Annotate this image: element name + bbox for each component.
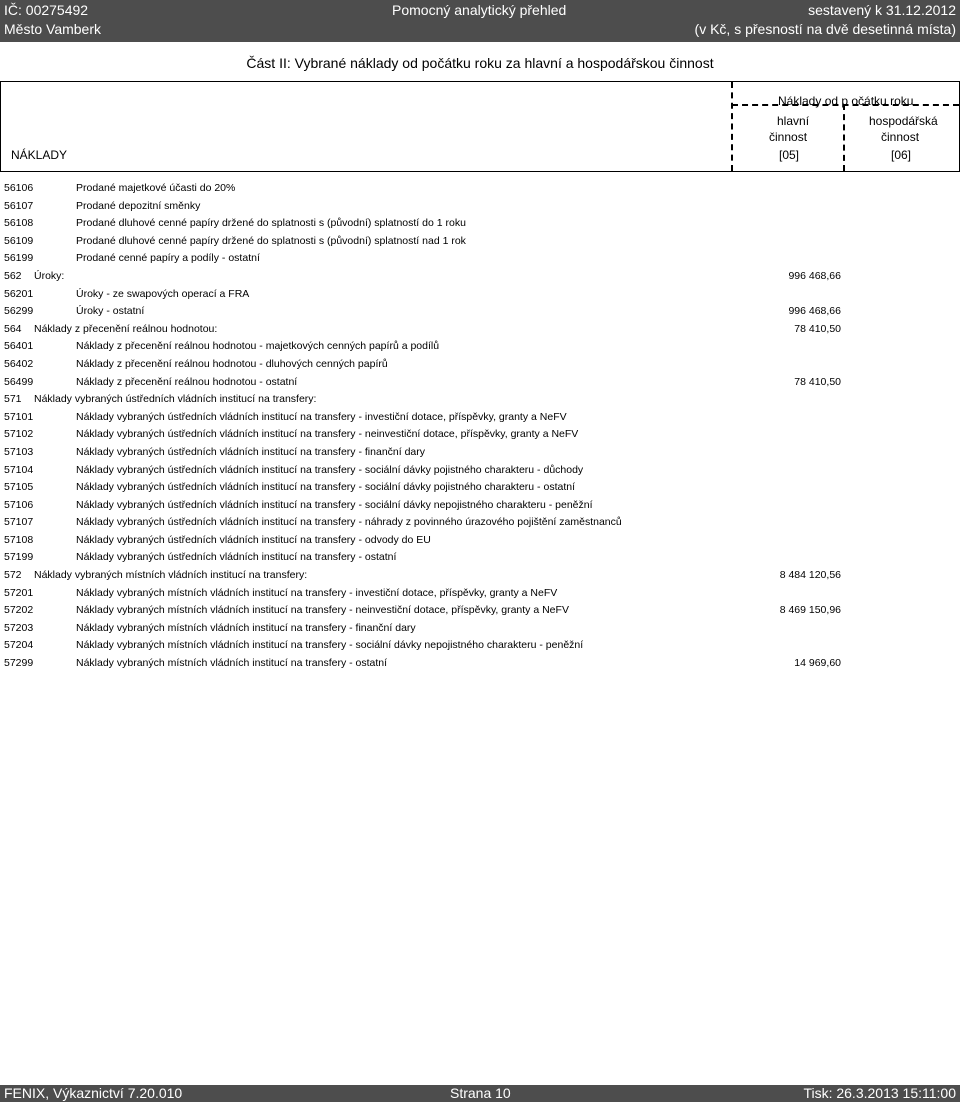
row-code: 57102 — [4, 428, 34, 441]
row-code: 57203 — [4, 621, 34, 634]
report-name: Pomocný analytický přehled — [392, 2, 567, 18]
row-name: Náklady vybraných ústředních vládních institucí na transfery - ostatní — [76, 551, 397, 564]
table-row — [0, 198, 960, 216]
table-row — [0, 532, 960, 550]
row-value-hlavni: 78 410,50 — [794, 322, 841, 335]
table-row — [0, 286, 960, 304]
column-2-line1: hospodářská — [869, 114, 938, 128]
row-code: 57103 — [4, 445, 34, 458]
row-code: 57204 — [4, 639, 34, 652]
column-2-line2: činnost — [881, 130, 920, 144]
organization-name: Město Vamberk — [4, 21, 101, 37]
table-row — [0, 303, 960, 321]
row-name: Náklady vybraných ústředních vládních institucí na transfery - finanční dary — [76, 445, 426, 458]
table-row — [0, 479, 960, 497]
row-name: Prodané majetkové účasti do 20% — [76, 182, 236, 194]
row-code: 564 — [4, 322, 22, 335]
report-header — [0, 0, 960, 42]
row-name: Prodané cenné papíry a podíly - ostatní — [76, 252, 260, 265]
units-note: (v Kč, s přesností na dvě desetinná místa) — [694, 21, 956, 37]
row-code: 56401 — [4, 340, 34, 353]
row-code: 56499 — [4, 375, 34, 388]
row-name: Náklady z přecenění reálnou hodnotou - ostatní — [76, 375, 298, 388]
table-row — [0, 426, 960, 444]
column-divider — [731, 82, 733, 171]
row-name: Úroky: — [34, 269, 65, 282]
table-row — [0, 391, 960, 409]
row-name: Náklady vybraných ústředních vládních institucí na transfery - sociální dávky pojistného charakteru - ostatní — [76, 481, 575, 494]
row-name: Náklady vybraných ústředních vládních institucí na transfery: — [34, 393, 317, 406]
page-number: Strana 10 — [450, 1085, 511, 1101]
column-2-code: [06] — [891, 148, 912, 162]
table-row — [0, 585, 960, 603]
naklady-label: NÁKLADY — [11, 148, 68, 162]
row-name: Náklady vybraných ústředních vládních institucí na transfery - náhrady z povinného úrazového pojištění zaměstnanců — [76, 516, 622, 529]
row-code: 57202 — [4, 604, 34, 617]
row-name: Úroky - ze swapových operací a FRA — [76, 287, 250, 300]
row-code: 57105 — [4, 481, 34, 494]
row-name: Prodané dluhové cenné papíry držené do splatnosti s (původní) splatností do 1 roku — [76, 217, 466, 230]
row-name: Náklady vybraných ústředních vládních institucí na transfery - sociální dávky nepojistného charakteru - peněžní — [76, 498, 593, 511]
table-row — [0, 250, 960, 268]
table-row — [0, 233, 960, 251]
row-name: Náklady z přecenění reálnou hodnotou - dluhových cenných papírů — [76, 357, 388, 370]
row-code: 56199 — [4, 252, 34, 265]
page-title: Část II: Vybrané náklady od počátku roku za hlavní a hospodářskou činnost — [246, 55, 714, 71]
table-row — [0, 567, 960, 585]
app-version: FENIX, Výkaznictví 7.20.010 — [4, 1085, 183, 1101]
row-name: Náklady z přecenění reálnou hodnotou: — [34, 322, 218, 335]
row-code: 56107 — [4, 199, 34, 212]
row-value-hlavni: 14 969,60 — [794, 657, 841, 670]
table-row — [0, 444, 960, 462]
row-code: 57299 — [4, 657, 34, 670]
row-name: Náklady vybraných ústředních vládních institucí na transfery - odvody do EU — [76, 533, 431, 546]
column-1-code: [05] — [779, 148, 800, 162]
row-code: 56299 — [4, 305, 34, 318]
table-row — [0, 356, 960, 374]
row-code: 56108 — [4, 217, 34, 230]
row-name: Úroky - ostatní — [76, 305, 145, 318]
row-name: Náklady z přecenění reálnou hodnotou - majetkových cenných papírů a podílů — [76, 340, 440, 353]
row-name: Náklady vybraných místních vládních institucí na transfery - sociální dávky nepojistného charakteru - peněžní — [76, 639, 584, 652]
row-name: Náklady vybraných místních vládních institucí na transfery - neinvestiční dotace, příspěvky, granty a NeFV — [76, 604, 569, 617]
table-row — [0, 338, 960, 356]
row-code: 56106 — [4, 182, 34, 194]
column-header — [0, 81, 960, 172]
table-row — [0, 497, 960, 515]
row-value-hlavni: 996 468,66 — [788, 305, 841, 318]
row-name: Prodané dluhové cenné papíry držené do splatnosti s (původní) splatností nad 1 rok — [76, 234, 466, 247]
table-row — [0, 462, 960, 480]
column-1-line2: činnost — [769, 130, 808, 144]
row-code: 56201 — [4, 287, 34, 300]
row-code: 57108 — [4, 533, 34, 546]
row-code: 57199 — [4, 551, 34, 564]
table-row — [0, 180, 960, 198]
table-row — [0, 374, 960, 392]
table-row — [0, 514, 960, 532]
row-code: 57106 — [4, 498, 34, 511]
row-name: Náklady vybraných místních vládních institucí na transfery - finanční dary — [76, 621, 416, 634]
row-code: 57201 — [4, 586, 34, 599]
table-row — [0, 655, 960, 673]
report-date: sestavený k 31.12.2012 — [808, 2, 956, 18]
row-code: 57107 — [4, 516, 34, 529]
column-divider — [843, 104, 845, 171]
row-code: 571 — [4, 393, 22, 406]
row-code: 56402 — [4, 357, 34, 370]
row-value-hlavni: 8 484 120,56 — [779, 569, 841, 582]
row-code: 572 — [4, 569, 22, 582]
table-row — [0, 549, 960, 567]
row-name: Náklady vybraných místních vládních institucí na transfery - ostatní — [76, 657, 388, 670]
ic-label: IČ: 00275492 — [4, 2, 89, 18]
table-row — [0, 602, 960, 620]
table-row — [0, 268, 960, 286]
row-name: Náklady vybraných ústředních vládních institucí na transfery - sociální dávky pojistného charakteru - důchody — [76, 463, 584, 476]
row-name: Náklady vybraných místních vládních institucí na transfery: — [34, 569, 308, 582]
table-row — [0, 409, 960, 427]
row-value-hlavni: 996 468,66 — [788, 269, 841, 282]
table-row — [0, 215, 960, 233]
column-1-line1: hlavní — [777, 114, 810, 128]
row-code: 56109 — [4, 234, 34, 247]
row-code: 562 — [4, 269, 22, 282]
row-code: 57104 — [4, 463, 34, 476]
report-footer — [0, 1085, 960, 1102]
row-value-hlavni: 78 410,50 — [794, 375, 841, 388]
row-value-hlavni: 8 469 150,96 — [779, 604, 841, 617]
table-row — [0, 637, 960, 655]
row-name: Prodané depozitní směnky — [76, 199, 201, 212]
print-timestamp: Tisk: 26.3.2013 15:11:00 — [803, 1085, 956, 1101]
table-row — [0, 620, 960, 638]
column-group-label: Náklady od p očátku roku — [778, 94, 914, 108]
cost-table — [0, 180, 960, 673]
row-code: 57101 — [4, 410, 34, 423]
row-name: Náklady vybraných ústředních vládních institucí na transfery - neinvestiční dotace, příspěvky, granty a NeFV — [76, 428, 579, 441]
table-row — [0, 321, 960, 339]
row-name: Náklady vybraných místních vládních institucí na transfery - investiční dotace, příspěvky, granty a NeFV — [76, 586, 558, 599]
row-name: Náklady vybraných ústředních vládních institucí na transfery - investiční dotace, příspěvky, granty a NeFV — [76, 410, 567, 423]
